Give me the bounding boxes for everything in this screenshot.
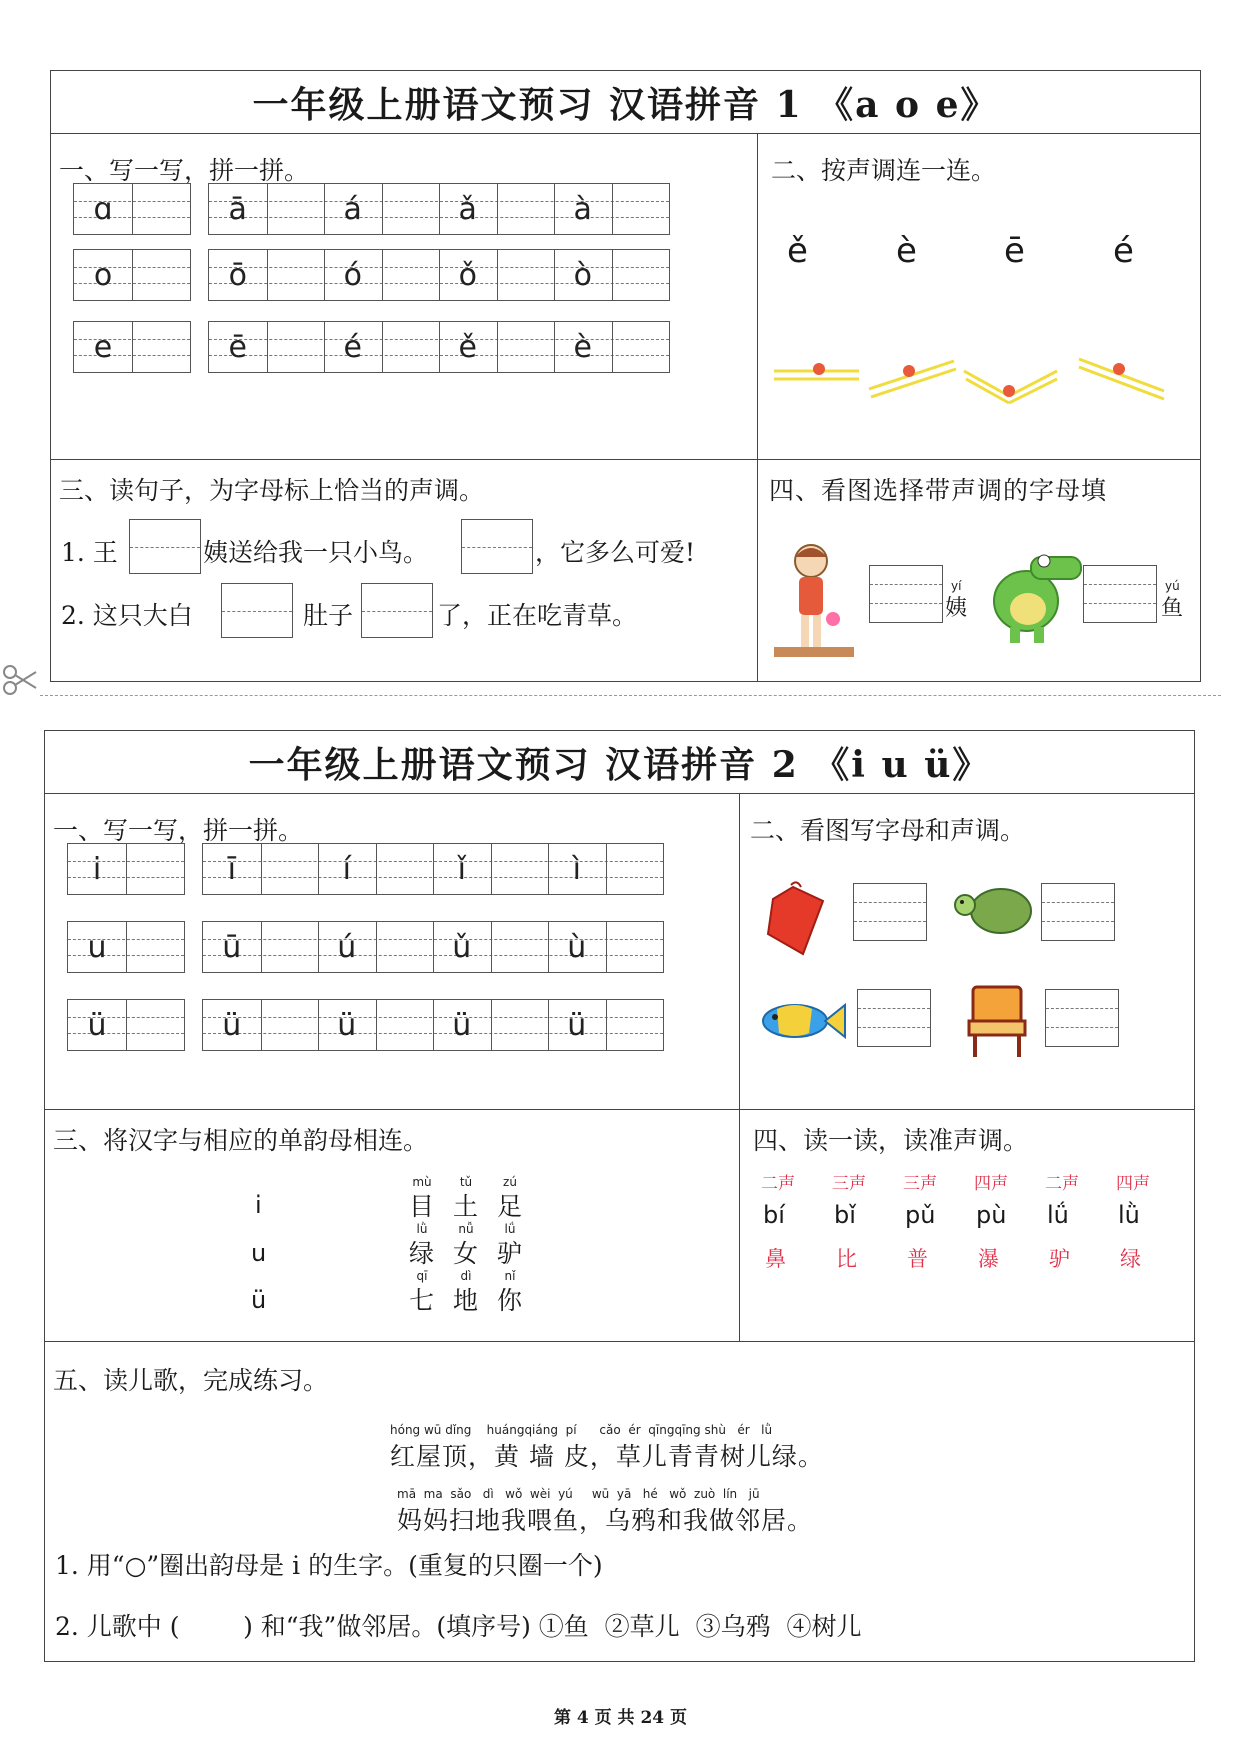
tone-letter: ě bbox=[787, 231, 808, 271]
hanzi-character: 土 bbox=[453, 1192, 479, 1221]
picture-answer-box[interactable] bbox=[1083, 565, 1157, 623]
page-footer: 第 4 页 共 24 页 bbox=[553, 1708, 688, 1728]
divider bbox=[739, 793, 740, 1341]
picture-answer-box[interactable] bbox=[857, 989, 931, 1047]
pinyin-letter: ó bbox=[343, 257, 362, 293]
sentence-1-part-a: 1. 王 bbox=[61, 538, 118, 567]
divider bbox=[45, 1341, 1194, 1342]
pinyin-writing-box[interactable] bbox=[73, 249, 191, 301]
tone-answer-box[interactable] bbox=[361, 583, 433, 638]
pinyin-writing-box[interactable] bbox=[202, 921, 664, 973]
pinyin-letter: ì bbox=[572, 851, 581, 887]
picture-answer-box[interactable] bbox=[853, 883, 927, 941]
pinyin-writing-box[interactable] bbox=[208, 321, 670, 373]
hanzi-character: 驴 bbox=[1049, 1247, 1070, 1271]
vowel-letter: ü bbox=[251, 1286, 267, 1314]
hanzi-character: 地 bbox=[453, 1286, 479, 1315]
rhyme-pinyin-line-2: mā ma sǎo dì wǒ wèi yú wū yā hé wǒ zuò lín jū bbox=[397, 1487, 760, 1501]
pinyin-letter: à bbox=[573, 191, 592, 227]
pinyin-annotation: tǔ bbox=[459, 1175, 473, 1189]
tone-letter: ē bbox=[1004, 231, 1025, 271]
section-1-title: 一、写一写，拼一拼。 bbox=[59, 156, 310, 185]
pinyin-letter: á bbox=[343, 191, 362, 227]
section-2-title: 二、看图写字母和声调。 bbox=[750, 816, 1026, 845]
picture-answer-box[interactable] bbox=[1041, 883, 1115, 941]
hanzi-character: 绿 bbox=[1120, 1247, 1141, 1271]
pinyin-letter: ō bbox=[228, 257, 247, 293]
section-4-title: 四、看图选择带声调的字母填 bbox=[769, 476, 1108, 505]
hanzi-character: 鼻 bbox=[765, 1247, 786, 1271]
section-2-title: 二、按声调连一连。 bbox=[771, 156, 997, 185]
pinyin-letter: ě bbox=[458, 329, 477, 365]
pinyin-letter: ǎ bbox=[458, 191, 477, 227]
hanzi-character: 瀑 bbox=[978, 1247, 999, 1271]
pinyin-writing-box[interactable] bbox=[67, 921, 185, 973]
pinyin-writing-box[interactable] bbox=[202, 843, 664, 895]
pinyin-letter: ü bbox=[222, 1007, 242, 1043]
section-4-title: 四、读一读，读准声调。 bbox=[753, 1126, 1029, 1155]
clothes-illustration bbox=[763, 879, 833, 959]
girl-illustration bbox=[769, 539, 859, 664]
hanzi-character: 驴 bbox=[497, 1239, 523, 1268]
question-1: 1. 用“○”圈出韵母是 i 的生字。(重复的只圈一个) bbox=[55, 1551, 603, 1580]
sentence-2-part-a: 2. 这只大白 bbox=[61, 601, 193, 630]
sentence-1-part-c: ，它多么可爱! bbox=[535, 538, 696, 567]
divider bbox=[757, 133, 758, 681]
worksheet-2-title: 一年级上册语文预习 汉语拼音 2 《i u ü》 bbox=[45, 731, 1194, 794]
tone-answer-box[interactable] bbox=[461, 519, 533, 574]
pinyin-letter: ü bbox=[337, 1007, 357, 1043]
pinyin-letter: i bbox=[92, 851, 102, 887]
divider bbox=[51, 459, 1200, 460]
pinyin-annotation: dì bbox=[460, 1269, 472, 1283]
pinyin-annotation: nǚ bbox=[458, 1222, 474, 1236]
pinyin-annotation: zú bbox=[503, 1175, 517, 1189]
hanzi-character: 足 bbox=[497, 1192, 523, 1221]
tone-letter: è bbox=[896, 231, 917, 271]
pinyin-writing-box[interactable] bbox=[67, 843, 185, 895]
tone-answer-box[interactable] bbox=[221, 583, 293, 638]
vowel-letter: i bbox=[255, 1191, 262, 1219]
sentence-2-part-c: 了，正在吃青草。 bbox=[437, 601, 638, 630]
pinyin-annotation: yú bbox=[1165, 579, 1180, 593]
hanzi-character: 普 bbox=[907, 1247, 928, 1271]
hanzi-character: 目 bbox=[409, 1192, 435, 1221]
pinyin-letter: ɑ bbox=[93, 191, 113, 227]
pinyin-letter: ǔ bbox=[452, 929, 472, 965]
scissors-icon bbox=[0, 660, 40, 700]
pinyin-letter: ü bbox=[567, 1007, 587, 1043]
hanzi-character: 女 bbox=[453, 1239, 479, 1268]
tone-letter: é bbox=[1113, 231, 1134, 271]
pinyin-annotation: yí bbox=[951, 579, 962, 593]
pinyin-writing-box[interactable] bbox=[208, 249, 670, 301]
pinyin-syllable: lǘ bbox=[1047, 1201, 1069, 1229]
pinyin-syllable: lǜ bbox=[1118, 1201, 1140, 1229]
pinyin-letter: è bbox=[573, 329, 592, 365]
sentence-1-part-b: 姨送给我一只小鸟。 bbox=[203, 538, 429, 567]
cut-line bbox=[40, 695, 1221, 696]
fish-illustration bbox=[757, 993, 847, 1048]
pinyin-writing-box[interactable] bbox=[208, 183, 670, 235]
question-2: 2. 儿歌中 ( ) 和“我”做邻居。(填序号) ①鱼 ②草儿 ③乌鸦 ④树儿 bbox=[55, 1612, 862, 1641]
divider bbox=[45, 1109, 1194, 1110]
section-3-title: 三、将汉字与相应的单韵母相连。 bbox=[53, 1126, 429, 1155]
pinyin-letter: ù bbox=[567, 929, 587, 965]
pinyin-letter: ò bbox=[573, 257, 592, 293]
tone-label: 二声 bbox=[1045, 1174, 1079, 1194]
tone-label: 四声 bbox=[974, 1174, 1008, 1194]
picture-answer-box[interactable] bbox=[869, 565, 943, 623]
tone-label: 三声 bbox=[903, 1174, 937, 1194]
worksheet-2 bbox=[44, 730, 1195, 1662]
rhyme-pinyin-line-1: hóng wū dǐng huángqiáng pí cǎo ér qīngqīng shù ér lǜ bbox=[390, 1423, 773, 1437]
tone-answer-box[interactable] bbox=[129, 519, 201, 574]
pinyin-letter: o bbox=[93, 257, 113, 293]
pinyin-letter: ú bbox=[337, 929, 357, 965]
pinyin-writing-box[interactable] bbox=[202, 999, 664, 1051]
pinyin-annotation: lǜ bbox=[416, 1222, 428, 1236]
pinyin-annotation: nǐ bbox=[504, 1269, 516, 1283]
pinyin-letter: ū bbox=[222, 929, 242, 965]
pinyin-syllable: bǐ bbox=[834, 1201, 856, 1229]
pinyin-letter: ü bbox=[87, 1007, 107, 1043]
crocodile-illustration bbox=[976, 539, 1086, 649]
tone-mark-illustrations bbox=[769, 341, 1199, 411]
hanzi-label: 鱼 bbox=[1161, 596, 1184, 621]
section-1-title: 一、写一写，拼一拼。 bbox=[53, 816, 304, 845]
pinyin-syllable: pù bbox=[976, 1201, 1007, 1229]
tone-label: 二声 bbox=[761, 1174, 795, 1194]
pinyin-letter: í bbox=[342, 851, 351, 887]
section-5-title: 五、读儿歌，完成练习。 bbox=[53, 1366, 329, 1395]
pinyin-letter: u bbox=[87, 929, 107, 965]
pinyin-letter: ī bbox=[227, 851, 236, 887]
worksheet-1-title: 一年级上册语文预习 汉语拼音 1 《a o e》 bbox=[51, 71, 1200, 134]
section-3-title: 三、读句子，为字母标上恰当的声调。 bbox=[59, 476, 485, 505]
pinyin-writing-box[interactable] bbox=[73, 321, 191, 373]
vowel-letter: u bbox=[251, 1239, 267, 1267]
worksheet-1 bbox=[50, 70, 1201, 682]
pinyin-letter: é bbox=[343, 329, 362, 365]
pinyin-letter: ǐ bbox=[457, 851, 466, 887]
tone-label: 四声 bbox=[1116, 1174, 1150, 1194]
hanzi-character: 比 bbox=[836, 1247, 857, 1271]
rhyme-line-1: 红屋顶，黄 墙 皮，草儿青青树儿绿。 bbox=[390, 1442, 824, 1471]
pinyin-annotation: qī bbox=[416, 1269, 428, 1283]
pinyin-writing-box[interactable] bbox=[67, 999, 185, 1051]
tone-label: 三声 bbox=[832, 1174, 866, 1194]
hanzi-label: 姨 bbox=[945, 596, 968, 621]
pinyin-annotation: mù bbox=[412, 1175, 432, 1189]
chair-illustration bbox=[965, 981, 1030, 1061]
pinyin-syllable: pǔ bbox=[905, 1201, 936, 1229]
rhyme-line-2: 妈妈扫地我喂鱼，乌鸦和我做邻居。 bbox=[397, 1506, 814, 1535]
pinyin-letter: e bbox=[93, 329, 113, 365]
pinyin-writing-box[interactable] bbox=[73, 183, 191, 235]
hanzi-character: 绿 bbox=[409, 1239, 435, 1268]
turtle-illustration bbox=[953, 881, 1038, 941]
pinyin-letter: ǒ bbox=[458, 257, 477, 293]
hanzi-character: 七 bbox=[409, 1286, 435, 1315]
sentence-2-part-b: 肚子 bbox=[303, 601, 354, 630]
pinyin-letter: ā bbox=[228, 191, 247, 227]
pinyin-letter: ü bbox=[452, 1007, 472, 1043]
pinyin-annotation: lǘ bbox=[504, 1222, 516, 1236]
hanzi-character: 你 bbox=[497, 1286, 523, 1315]
pinyin-letter: ē bbox=[228, 329, 247, 365]
pinyin-syllable: bí bbox=[763, 1201, 785, 1229]
picture-answer-box[interactable] bbox=[1045, 989, 1119, 1047]
